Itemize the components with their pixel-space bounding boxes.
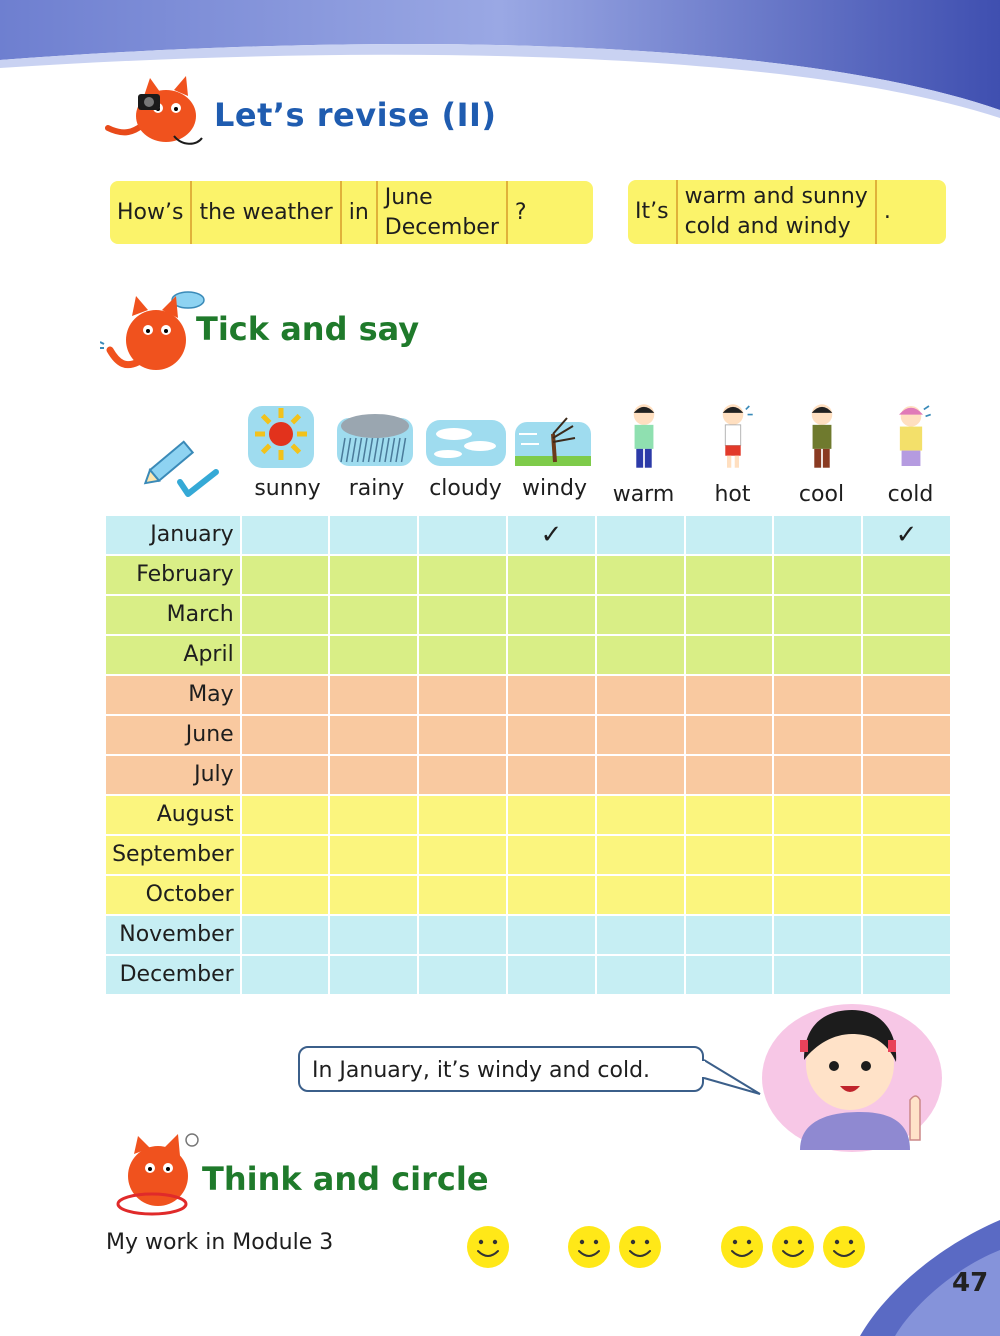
table-row	[106, 796, 952, 834]
tick-cell-cold[interactable]	[863, 796, 950, 834]
table-row	[106, 516, 952, 554]
tick-cell-hot[interactable]	[686, 796, 773, 834]
pattern-word: December	[384, 214, 499, 240]
month-label: May	[106, 676, 240, 714]
girl-pointing-illustration	[760, 1000, 945, 1155]
tick-cell-cloudy[interactable]	[419, 556, 506, 594]
tick-cell-cloudy[interactable]	[419, 756, 506, 794]
pattern-cell	[678, 180, 877, 244]
module-work-label: My work in Module 3	[106, 1230, 334, 1255]
tick-cell-cool[interactable]	[774, 916, 861, 954]
tick-cell-windy[interactable]	[508, 836, 595, 874]
tick-cell-hot[interactable]	[686, 636, 773, 674]
tick-cell-windy[interactable]	[508, 956, 595, 994]
tick-cell-hot[interactable]	[686, 716, 773, 754]
column-label: windy	[521, 476, 588, 501]
tick-cell-sunny[interactable]	[242, 716, 329, 754]
tick-cell-warm[interactable]	[597, 756, 684, 794]
tick-cell-rainy[interactable]	[330, 956, 417, 994]
think-and-circle-heading: Think and circle	[202, 1160, 489, 1198]
tick-cell-cloudy[interactable]	[419, 596, 506, 634]
table-row	[106, 916, 952, 954]
smiley-face-icon[interactable]	[567, 1225, 611, 1269]
tick-cell-cold[interactable]	[863, 756, 950, 794]
tick-cell-cloudy[interactable]	[419, 676, 506, 714]
tick-cell-warm[interactable]	[597, 836, 684, 874]
table-row	[106, 956, 952, 994]
tick-cell-cold[interactable]	[863, 916, 950, 954]
tick-cell-windy[interactable]	[508, 676, 595, 714]
tick-cell-cool[interactable]	[774, 836, 861, 874]
tick-cell-rainy[interactable]	[330, 836, 417, 874]
tick-cell-cold[interactable]	[863, 876, 950, 914]
pattern-word: cold and windy	[684, 214, 851, 239]
month-label: April	[106, 636, 240, 674]
tick-cell-cold[interactable]	[863, 956, 950, 994]
tick-cell-warm[interactable]	[597, 676, 684, 714]
speech-bubble: In January, it’s windy and cold.	[298, 1046, 704, 1092]
column-header-cold	[866, 396, 955, 507]
tick-cell-rainy[interactable]	[330, 596, 417, 634]
table-row	[106, 876, 952, 914]
tick-cell-warm[interactable]	[597, 716, 684, 754]
table-row	[106, 836, 952, 874]
tick-cell-windy[interactable]	[508, 716, 595, 754]
tick-cell-windy[interactable]	[508, 556, 595, 594]
tick-cell-cloudy[interactable]	[419, 516, 506, 554]
month-label: January	[106, 516, 240, 554]
column-label: cold	[887, 482, 934, 507]
table-row	[106, 756, 952, 794]
tick-cell-hot[interactable]	[686, 676, 773, 714]
answer-pattern-box	[628, 180, 946, 244]
tick-cell-sunny[interactable]	[242, 596, 329, 634]
tick-cell-cool[interactable]	[774, 756, 861, 794]
tick-cell-cool[interactable]	[774, 636, 861, 674]
cat-thinking-mascot	[106, 1132, 202, 1218]
page-number: 47	[952, 1268, 989, 1298]
tick-cell-cool[interactable]	[774, 676, 861, 714]
column-header-warm	[599, 396, 688, 507]
tick-cell-sunny[interactable]	[242, 636, 329, 674]
column-label: sunny	[254, 476, 321, 501]
girl-cold-icon	[881, 396, 941, 476]
tick-cell-sunny[interactable]	[242, 756, 329, 794]
column-label: cloudy	[429, 476, 502, 501]
tick-cell-rainy[interactable]	[330, 916, 417, 954]
column-header-cool	[777, 396, 866, 507]
sun-icon	[246, 404, 330, 470]
column-label: rainy	[348, 476, 405, 501]
tick-cell-hot[interactable]	[686, 516, 773, 554]
tick-cell-cool[interactable]	[774, 796, 861, 834]
tick-cell-cool[interactable]	[774, 556, 861, 594]
tick-cell-rainy[interactable]	[330, 716, 417, 754]
tick-cell-sunny[interactable]	[242, 836, 329, 874]
column-header-hot	[688, 396, 777, 507]
smiley-face-icon[interactable]	[618, 1225, 662, 1269]
tick-cell-sunny[interactable]	[242, 676, 329, 714]
pattern-cell	[342, 181, 378, 244]
tick-cell-warm[interactable]	[597, 596, 684, 634]
boy-warm-icon	[614, 396, 674, 476]
tick-cell-cloudy[interactable]	[419, 916, 506, 954]
smiley-face-icon[interactable]	[720, 1225, 764, 1269]
tick-cell-hot[interactable]	[686, 756, 773, 794]
weather-tick-table	[106, 516, 952, 996]
column-header-cloudy	[421, 396, 510, 501]
tick-cell-warm[interactable]	[597, 796, 684, 834]
pattern-word: warm and sunny	[684, 184, 868, 209]
pattern-word: .	[883, 199, 891, 224]
rain-cloud-icon	[335, 404, 419, 470]
tick-cell-windy[interactable]	[508, 796, 595, 834]
tick-cell-hot[interactable]	[686, 956, 773, 994]
month-label: November	[106, 916, 240, 954]
month-label: June	[106, 716, 240, 754]
tick-cell-hot[interactable]	[686, 836, 773, 874]
month-label: December	[106, 956, 240, 994]
column-label: hot	[714, 482, 751, 507]
pattern-word: in	[348, 199, 369, 225]
table-row	[106, 596, 952, 634]
tick-cell-hot[interactable]	[686, 556, 773, 594]
pattern-cell	[877, 180, 898, 244]
month-label: March	[106, 596, 240, 634]
cloud-icon	[424, 404, 508, 470]
tick-cell-cold[interactable]	[863, 716, 950, 754]
column-header-sunny	[243, 396, 332, 501]
tick-cell-sunny[interactable]	[242, 956, 329, 994]
tick-cell-warm[interactable]	[597, 636, 684, 674]
tick-cell-warm[interactable]	[597, 516, 684, 554]
pattern-cell	[508, 181, 534, 244]
tick-cell-cool[interactable]	[774, 596, 861, 634]
tick-cell-sunny[interactable]	[242, 876, 329, 914]
windy-tree-icon	[513, 404, 597, 470]
tick-cell-cool[interactable]	[774, 516, 861, 554]
tick-and-say-heading: Tick and say	[196, 310, 420, 348]
tick-cell-cold[interactable]: ✓	[863, 516, 950, 554]
tick-cell-rainy[interactable]	[330, 556, 417, 594]
cat-camera-mascot	[104, 76, 208, 152]
tick-cell-sunny[interactable]	[242, 516, 329, 554]
tick-cell-warm[interactable]	[597, 916, 684, 954]
pencil-tick-icon	[142, 432, 222, 502]
column-header-windy	[510, 396, 599, 501]
tick-cell-rainy[interactable]	[330, 756, 417, 794]
table-row	[106, 636, 952, 674]
tick-cell-windy[interactable]	[508, 876, 595, 914]
tick-cell-cool[interactable]	[774, 716, 861, 754]
column-label: warm	[612, 482, 675, 507]
tick-cell-windy[interactable]	[508, 636, 595, 674]
pattern-cell	[110, 181, 192, 244]
tick-cell-cool[interactable]	[774, 956, 861, 994]
table-row	[106, 556, 952, 594]
tick-cell-warm[interactable]	[597, 556, 684, 594]
smiley-face-icon[interactable]	[771, 1225, 815, 1269]
tick-cell-windy[interactable]	[508, 916, 595, 954]
smiley-face-icon[interactable]	[822, 1225, 866, 1269]
pattern-cell	[628, 180, 678, 244]
smiley-face-icon[interactable]	[466, 1225, 510, 1269]
tick-cell-cloudy[interactable]	[419, 636, 506, 674]
tick-cell-windy[interactable]	[508, 756, 595, 794]
boy-cool-icon	[792, 396, 852, 476]
tick-cell-cool[interactable]	[774, 876, 861, 914]
tick-cell-cold[interactable]	[863, 636, 950, 674]
month-label: July	[106, 756, 240, 794]
tick-cell-hot[interactable]	[686, 876, 773, 914]
tick-cell-cloudy[interactable]	[419, 836, 506, 874]
tick-cell-cold[interactable]	[863, 836, 950, 874]
pattern-word: June	[384, 184, 433, 210]
column-header-rainy	[332, 396, 421, 501]
tick-cell-hot[interactable]	[686, 916, 773, 954]
pattern-word: It’s	[635, 199, 669, 224]
pattern-word: the weather	[199, 199, 333, 225]
pattern-word: ?	[514, 199, 527, 225]
table-row	[106, 716, 952, 754]
month-label: September	[106, 836, 240, 874]
tick-cell-rainy[interactable]	[330, 676, 417, 714]
tick-cell-rainy[interactable]	[330, 876, 417, 914]
tick-cell-rainy[interactable]	[330, 796, 417, 834]
tick-cell-cloudy[interactable]	[419, 876, 506, 914]
tick-cell-sunny[interactable]	[242, 556, 329, 594]
lets-revise-heading: Let’s revise (II)	[214, 96, 497, 134]
tick-cell-warm[interactable]	[597, 956, 684, 994]
tick-cell-windy[interactable]	[508, 596, 595, 634]
tick-cell-rainy[interactable]	[330, 636, 417, 674]
tick-cell-sunny[interactable]	[242, 916, 329, 954]
tick-cell-cold[interactable]	[863, 676, 950, 714]
month-label: August	[106, 796, 240, 834]
tick-cell-cold[interactable]	[863, 596, 950, 634]
tick-cell-cold[interactable]	[863, 556, 950, 594]
pattern-word: How’s	[117, 199, 184, 225]
pattern-cell	[192, 181, 341, 244]
month-label: October	[106, 876, 240, 914]
tick-cell-warm[interactable]	[597, 876, 684, 914]
tick-cell-sunny[interactable]	[242, 796, 329, 834]
boy-hot-icon	[703, 396, 763, 476]
month-label: February	[106, 556, 240, 594]
pattern-cell	[378, 181, 508, 244]
tick-cell-windy[interactable]: ✓	[508, 516, 595, 554]
question-pattern-box	[110, 181, 593, 244]
tick-cell-cloudy[interactable]	[419, 956, 506, 994]
column-label: cool	[798, 482, 845, 507]
table-row	[106, 676, 952, 714]
cat-speaking-mascot	[100, 290, 210, 380]
tick-cell-rainy[interactable]	[330, 516, 417, 554]
tick-cell-hot[interactable]	[686, 596, 773, 634]
tick-cell-cloudy[interactable]	[419, 796, 506, 834]
tick-cell-cloudy[interactable]	[419, 716, 506, 754]
